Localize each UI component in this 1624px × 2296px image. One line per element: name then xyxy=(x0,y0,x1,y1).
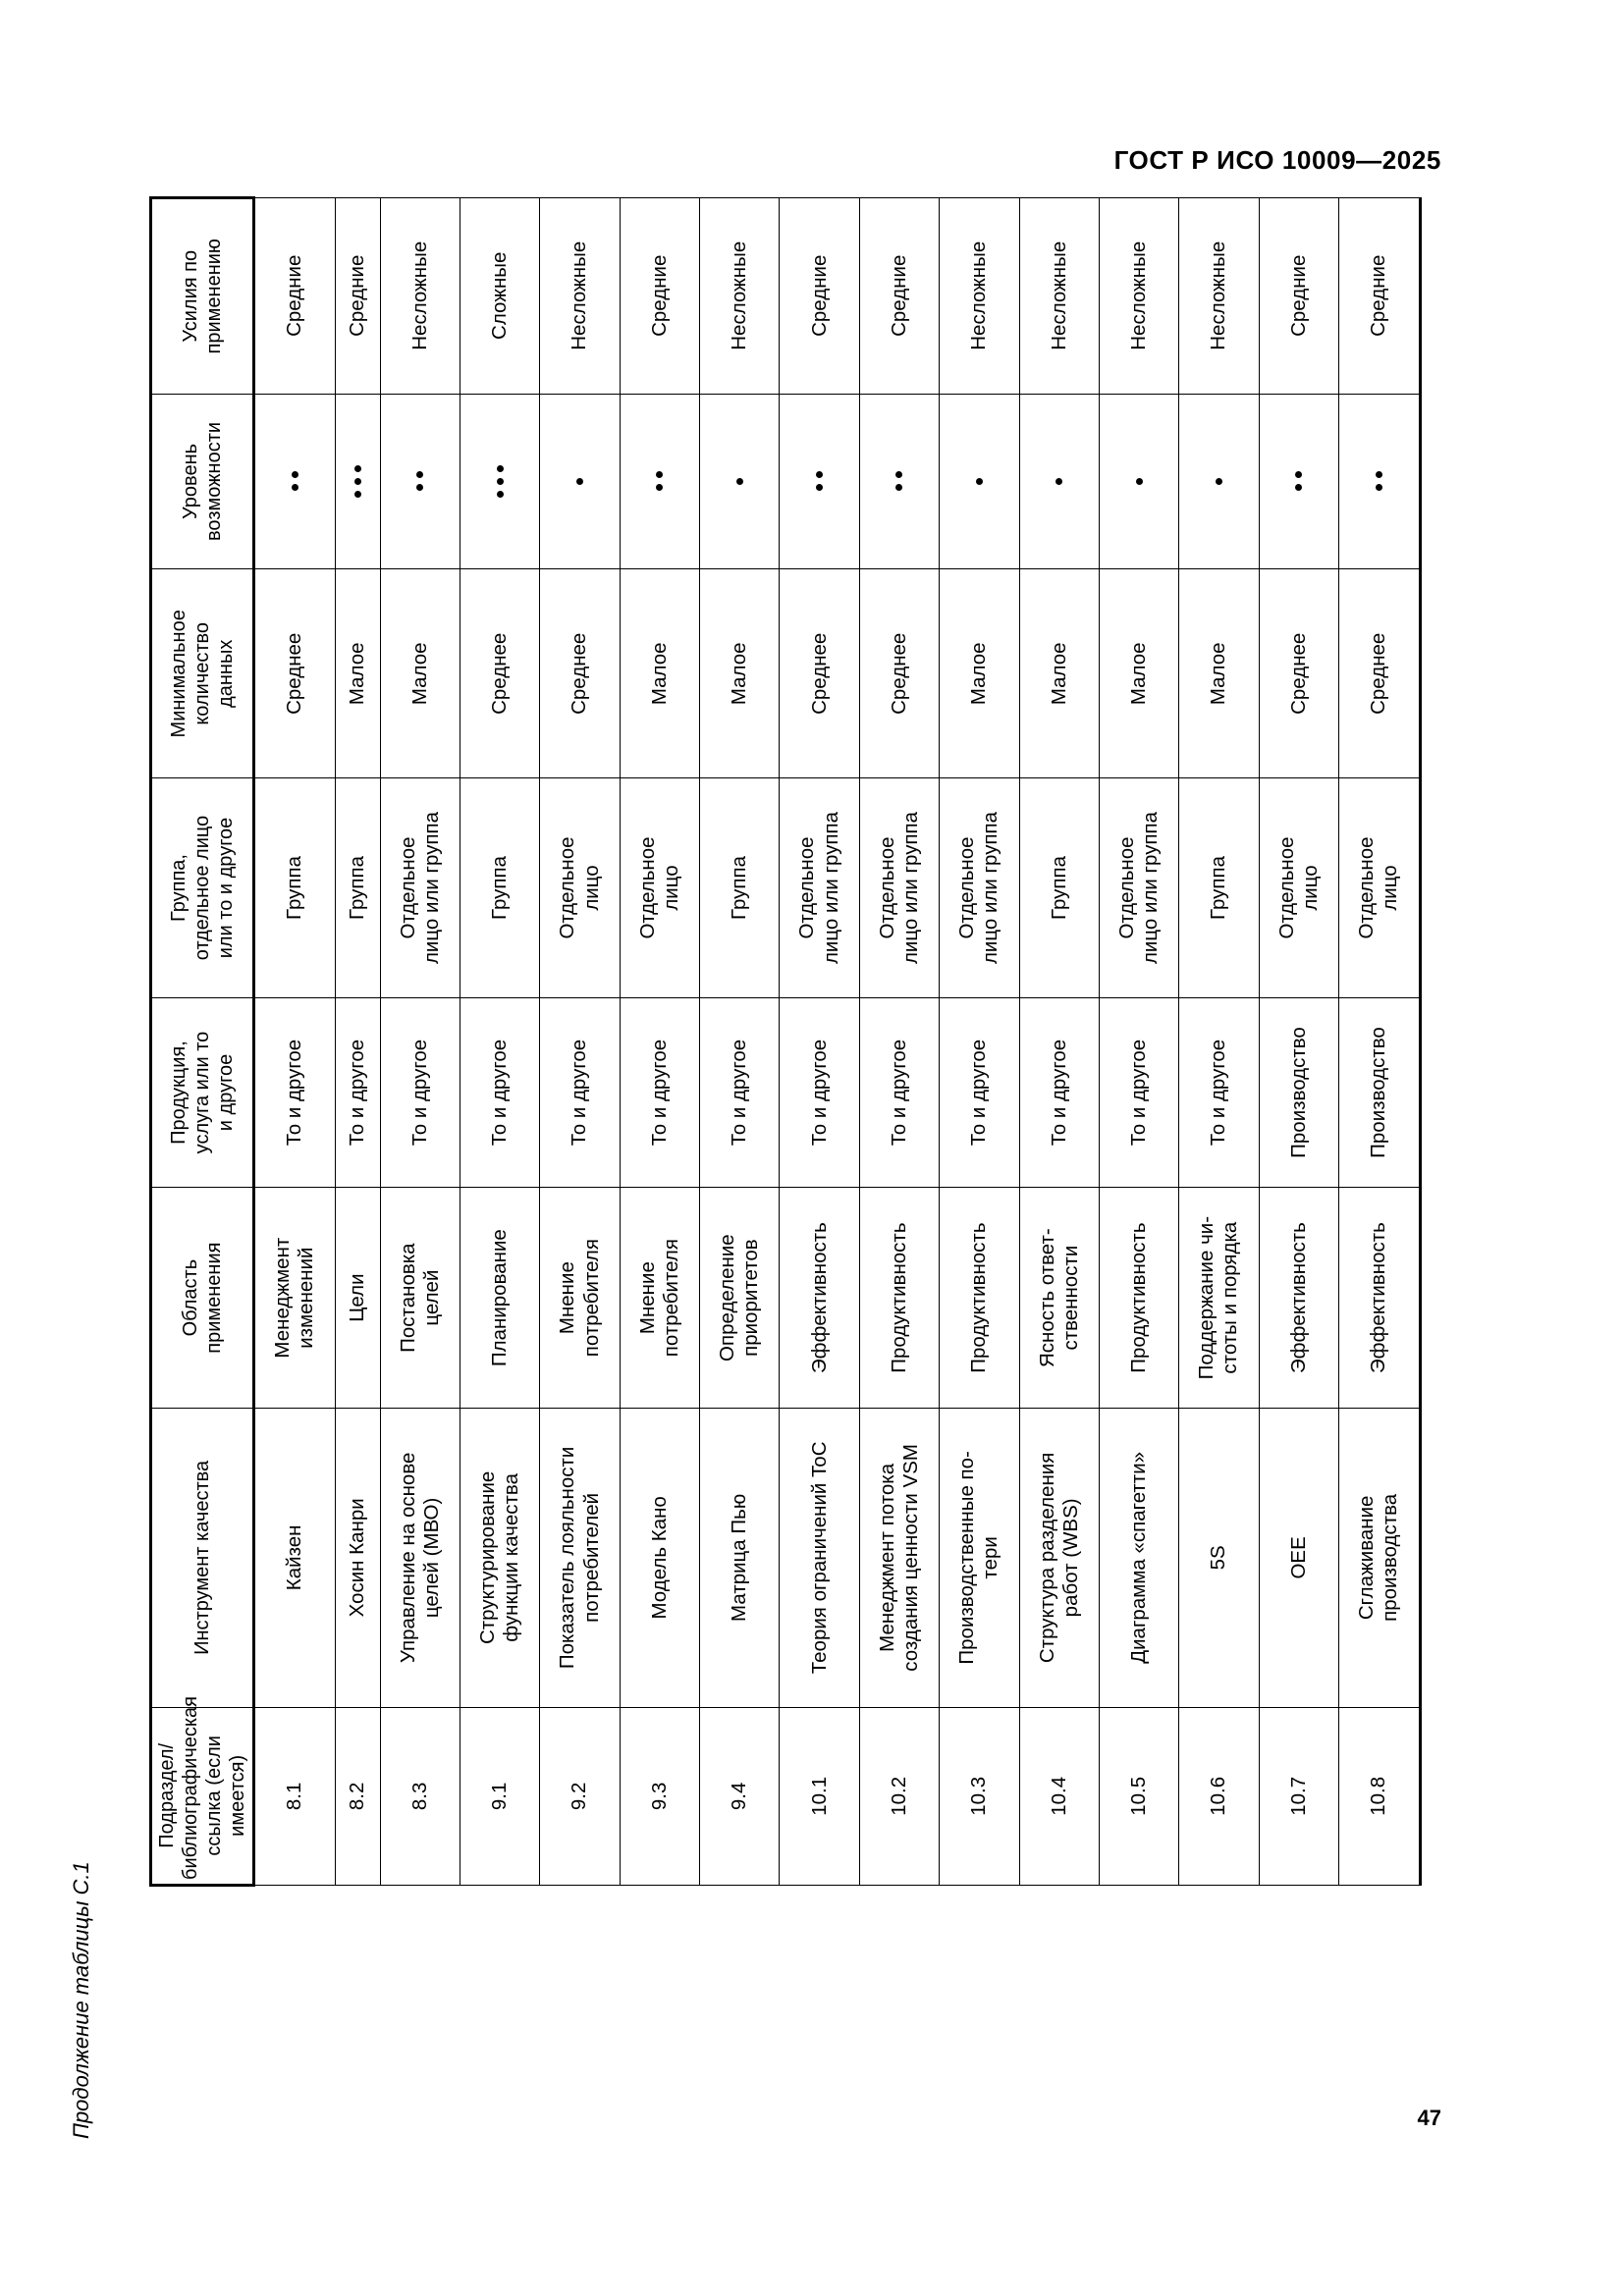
capability-dots xyxy=(543,478,616,485)
cell-tool: Модель Кано xyxy=(620,1409,699,1708)
cell-data: Малое xyxy=(1019,569,1099,778)
cell-capability xyxy=(780,394,859,569)
capability-dot-icon xyxy=(1216,478,1222,485)
cell-group: Группа xyxy=(335,778,380,998)
column-header-capability: Уровень возможности xyxy=(151,394,254,569)
table-row xyxy=(254,198,336,1886)
table-row xyxy=(335,198,380,1886)
table-row xyxy=(940,198,1019,1886)
cell-effort: Средние xyxy=(859,198,939,395)
cell-product: То и другое xyxy=(1019,997,1099,1187)
cell-effort: Сложные xyxy=(460,198,540,395)
cell-ref: 10.4 xyxy=(1019,1707,1099,1885)
capability-dot-icon xyxy=(895,471,902,478)
cell-ref: 10.3 xyxy=(940,1707,1019,1885)
capability-dots xyxy=(258,471,332,491)
cell-area: Планирование xyxy=(460,1188,540,1409)
capability-dot-icon xyxy=(1136,478,1143,485)
cell-product: То и другое xyxy=(940,997,1019,1187)
cell-data: Среднее xyxy=(1259,569,1338,778)
capability-dots xyxy=(1023,478,1096,485)
cell-group: Группа xyxy=(1019,778,1099,998)
capability-dot-icon xyxy=(976,478,983,485)
cell-data: Среднее xyxy=(254,569,336,778)
table-row xyxy=(1259,198,1338,1886)
cell-product: Производство xyxy=(1338,997,1420,1187)
table-row xyxy=(700,198,780,1886)
running-head: ГОСТ Р ИСО 10009—2025 xyxy=(1113,145,1441,175)
cell-product: То и другое xyxy=(780,997,859,1187)
cell-capability xyxy=(540,394,620,569)
cell-effort: Несложные xyxy=(380,198,460,395)
cell-capability xyxy=(620,394,699,569)
cell-ref: 10.2 xyxy=(859,1707,939,1885)
table-row xyxy=(1019,198,1099,1886)
capability-dot-icon xyxy=(1376,471,1382,478)
cell-data: Малое xyxy=(940,569,1019,778)
cell-area: Ясность ответ- ственности xyxy=(1019,1188,1099,1409)
cell-data: Малое xyxy=(380,569,460,778)
cell-ref: 10.8 xyxy=(1338,1707,1420,1885)
cell-capability xyxy=(940,394,1019,569)
cell-product: Производство xyxy=(1259,997,1338,1187)
capability-dot-icon xyxy=(895,484,902,491)
capability-dot-icon xyxy=(816,484,823,491)
cell-effort: Несложные xyxy=(700,198,780,395)
cell-product: То и другое xyxy=(1099,997,1178,1187)
cell-data: Среднее xyxy=(540,569,620,778)
cell-effort: Средние xyxy=(1338,198,1420,395)
cell-tool: 5S xyxy=(1179,1409,1259,1708)
cell-effort: Несложные xyxy=(1179,198,1259,395)
cell-ref: 10.1 xyxy=(780,1707,859,1885)
cell-data: Среднее xyxy=(1338,569,1420,778)
cell-area: Цели xyxy=(335,1188,380,1409)
cell-group: Отдельное лицо или группа xyxy=(1099,778,1178,998)
cell-tool: Структурирование функции качества xyxy=(460,1409,540,1708)
quality-tools-table xyxy=(149,196,1422,1887)
cell-ref: 9.3 xyxy=(620,1707,699,1885)
cell-area: Эффективность xyxy=(1259,1188,1338,1409)
cell-capability xyxy=(1099,394,1178,569)
cell-capability xyxy=(460,394,540,569)
cell-product: То и другое xyxy=(254,997,336,1187)
cell-group: Отдельное лицо xyxy=(1338,778,1420,998)
cell-ref: 8.2 xyxy=(335,1707,380,1885)
cell-data: Малое xyxy=(1179,569,1259,778)
capability-dot-icon xyxy=(354,478,361,485)
table-row xyxy=(859,198,939,1886)
cell-area: Продуктивность xyxy=(940,1188,1019,1409)
cell-group: Группа xyxy=(254,778,336,998)
cell-ref: 8.3 xyxy=(380,1707,460,1885)
cell-effort: Средние xyxy=(1259,198,1338,395)
cell-capability xyxy=(1259,394,1338,569)
table-row xyxy=(1338,198,1420,1886)
page-number: 47 xyxy=(1417,2106,1441,2130)
table-row xyxy=(540,198,620,1886)
cell-area: Продуктивность xyxy=(1099,1188,1178,1409)
cell-area: Эффективность xyxy=(1338,1188,1420,1409)
cell-data: Среднее xyxy=(780,569,859,778)
cell-group: Отдельное лицо xyxy=(1259,778,1338,998)
cell-effort: Несложные xyxy=(540,198,620,395)
cell-product: То и другое xyxy=(1179,997,1259,1187)
column-header-group: Группа, отдельное лицо или то и другое xyxy=(151,778,254,998)
cell-effort: Несложные xyxy=(1019,198,1099,395)
cell-group: Отдельное лицо или группа xyxy=(859,778,939,998)
cell-area: Мнение потребителя xyxy=(540,1188,620,1409)
cell-capability xyxy=(700,394,780,569)
cell-group: Группа xyxy=(1179,778,1259,998)
cell-product: То и другое xyxy=(859,997,939,1187)
capability-dot-icon xyxy=(656,484,663,491)
cell-data: Малое xyxy=(620,569,699,778)
cell-effort: Средние xyxy=(254,198,336,395)
capability-dot-icon xyxy=(1056,478,1062,485)
capability-dot-icon xyxy=(816,471,823,478)
capability-dot-icon xyxy=(416,484,423,491)
capability-dots xyxy=(863,471,936,491)
capability-dots xyxy=(1342,471,1416,491)
cell-tool: Теория ограничений ToC xyxy=(780,1409,859,1708)
cell-ref: 10.6 xyxy=(1179,1707,1259,1885)
cell-data: Малое xyxy=(335,569,380,778)
cell-tool: Хосин Канри xyxy=(335,1409,380,1708)
capability-dots xyxy=(943,478,1015,485)
cell-ref: 8.1 xyxy=(254,1707,336,1885)
table-row xyxy=(1099,198,1178,1886)
capability-dots xyxy=(1182,478,1255,485)
capability-dot-icon xyxy=(354,491,361,498)
cell-capability xyxy=(1179,394,1259,569)
cell-tool: Структура разделения работ (WBS) xyxy=(1019,1409,1099,1708)
cell-data: Среднее xyxy=(460,569,540,778)
cell-capability xyxy=(254,394,336,569)
cell-area: Мнение потребителя xyxy=(620,1188,699,1409)
capability-dots xyxy=(339,465,377,498)
column-header-area: Область применения xyxy=(151,1188,254,1409)
cell-product: То и другое xyxy=(700,997,780,1187)
capability-dot-icon xyxy=(497,491,504,498)
table-row xyxy=(780,198,859,1886)
capability-dot-icon xyxy=(1295,471,1302,478)
cell-capability xyxy=(1019,394,1099,569)
capability-dots xyxy=(463,465,536,498)
cell-group: Отдельное лицо или группа xyxy=(780,778,859,998)
cell-group: Отдельное лицо или группа xyxy=(940,778,1019,998)
rotated-table-inner xyxy=(149,196,1422,1887)
cell-product: То и другое xyxy=(380,997,460,1187)
table-header xyxy=(151,198,254,1886)
column-header-data: Минимальное количество данных xyxy=(151,569,254,778)
capability-dots xyxy=(703,478,776,485)
cell-ref: 9.1 xyxy=(460,1707,540,1885)
column-header-product: Продукция, услуга или то и другое xyxy=(151,997,254,1187)
cell-tool: Сглаживание производства xyxy=(1338,1409,1420,1708)
cell-group: Группа xyxy=(460,778,540,998)
cell-capability xyxy=(859,394,939,569)
cell-tool: Производственные по- тери xyxy=(940,1409,1019,1708)
cell-group: Отдельное лицо xyxy=(540,778,620,998)
capability-dot-icon xyxy=(416,471,423,478)
cell-area: Постановка целей xyxy=(380,1188,460,1409)
cell-effort: Средние xyxy=(620,198,699,395)
capability-dots xyxy=(783,471,855,491)
capability-dots xyxy=(623,471,696,491)
cell-area: Продуктивность xyxy=(859,1188,939,1409)
cell-area: Эффективность xyxy=(780,1188,859,1409)
cell-tool: Показатель лояльности потребителей xyxy=(540,1409,620,1708)
table-header-row xyxy=(151,198,254,1886)
capability-dots xyxy=(1103,478,1175,485)
cell-product: То и другое xyxy=(460,997,540,1187)
cell-area: Поддержание чи- стоты и порядка xyxy=(1179,1188,1259,1409)
cell-ref: 10.7 xyxy=(1259,1707,1338,1885)
cell-product: То и другое xyxy=(620,997,699,1187)
cell-group: Группа xyxy=(700,778,780,998)
capability-dot-icon xyxy=(292,484,298,491)
cell-area: Определение приоритетов xyxy=(700,1188,780,1409)
cell-capability xyxy=(1338,394,1420,569)
capability-dot-icon xyxy=(736,478,743,485)
table-body xyxy=(254,198,1421,1886)
cell-tool: Кайзен xyxy=(254,1409,336,1708)
column-header-ref: Подраздел/ библиографическая ссылка (если имеется) xyxy=(151,1707,254,1885)
cell-capability xyxy=(380,394,460,569)
table-row xyxy=(620,198,699,1886)
table-caption: Продолжение таблицы С.1 xyxy=(69,1861,93,2139)
capability-dot-icon xyxy=(292,471,298,478)
capability-dot-icon xyxy=(656,471,663,478)
cell-group: Отдельное лицо xyxy=(620,778,699,998)
cell-tool: Диаграмма «спагетти» xyxy=(1099,1409,1178,1708)
cell-capability xyxy=(335,394,380,569)
table-row xyxy=(1179,198,1259,1886)
cell-data: Малое xyxy=(700,569,780,778)
capability-dot-icon xyxy=(354,465,361,472)
capability-dot-icon xyxy=(1295,484,1302,491)
cell-tool: Матрица Пью xyxy=(700,1409,780,1708)
cell-ref: 9.2 xyxy=(540,1707,620,1885)
cell-ref: 9.4 xyxy=(700,1707,780,1885)
cell-group: Отдельное лицо или группа xyxy=(380,778,460,998)
table-row xyxy=(460,198,540,1886)
cell-data: Среднее xyxy=(859,569,939,778)
cell-product: То и другое xyxy=(540,997,620,1187)
table-row xyxy=(380,198,460,1886)
cell-product: То и другое xyxy=(335,997,380,1187)
cell-effort: Средние xyxy=(335,198,380,395)
column-header-tool: Инструмент качества xyxy=(151,1409,254,1708)
capability-dot-icon xyxy=(497,465,504,472)
cell-ref: 10.5 xyxy=(1099,1707,1178,1885)
cell-effort: Несложные xyxy=(1099,198,1178,395)
capability-dot-icon xyxy=(1376,484,1382,491)
rotated-table-area xyxy=(149,196,1422,1887)
cell-tool: OEE xyxy=(1259,1409,1338,1708)
capability-dots xyxy=(384,471,457,491)
column-header-effort: Усилия по применению xyxy=(151,198,254,395)
cell-area: Менеджмент изменений xyxy=(254,1188,336,1409)
cell-data: Малое xyxy=(1099,569,1178,778)
cell-tool: Менеджмент потока создания ценности VSM xyxy=(859,1409,939,1708)
cell-effort: Несложные xyxy=(940,198,1019,395)
cell-tool: Управление на основе целей (МВО) xyxy=(380,1409,460,1708)
capability-dots xyxy=(1263,471,1335,491)
capability-dot-icon xyxy=(497,478,504,485)
capability-dot-icon xyxy=(576,478,583,485)
cell-effort: Средние xyxy=(780,198,859,395)
